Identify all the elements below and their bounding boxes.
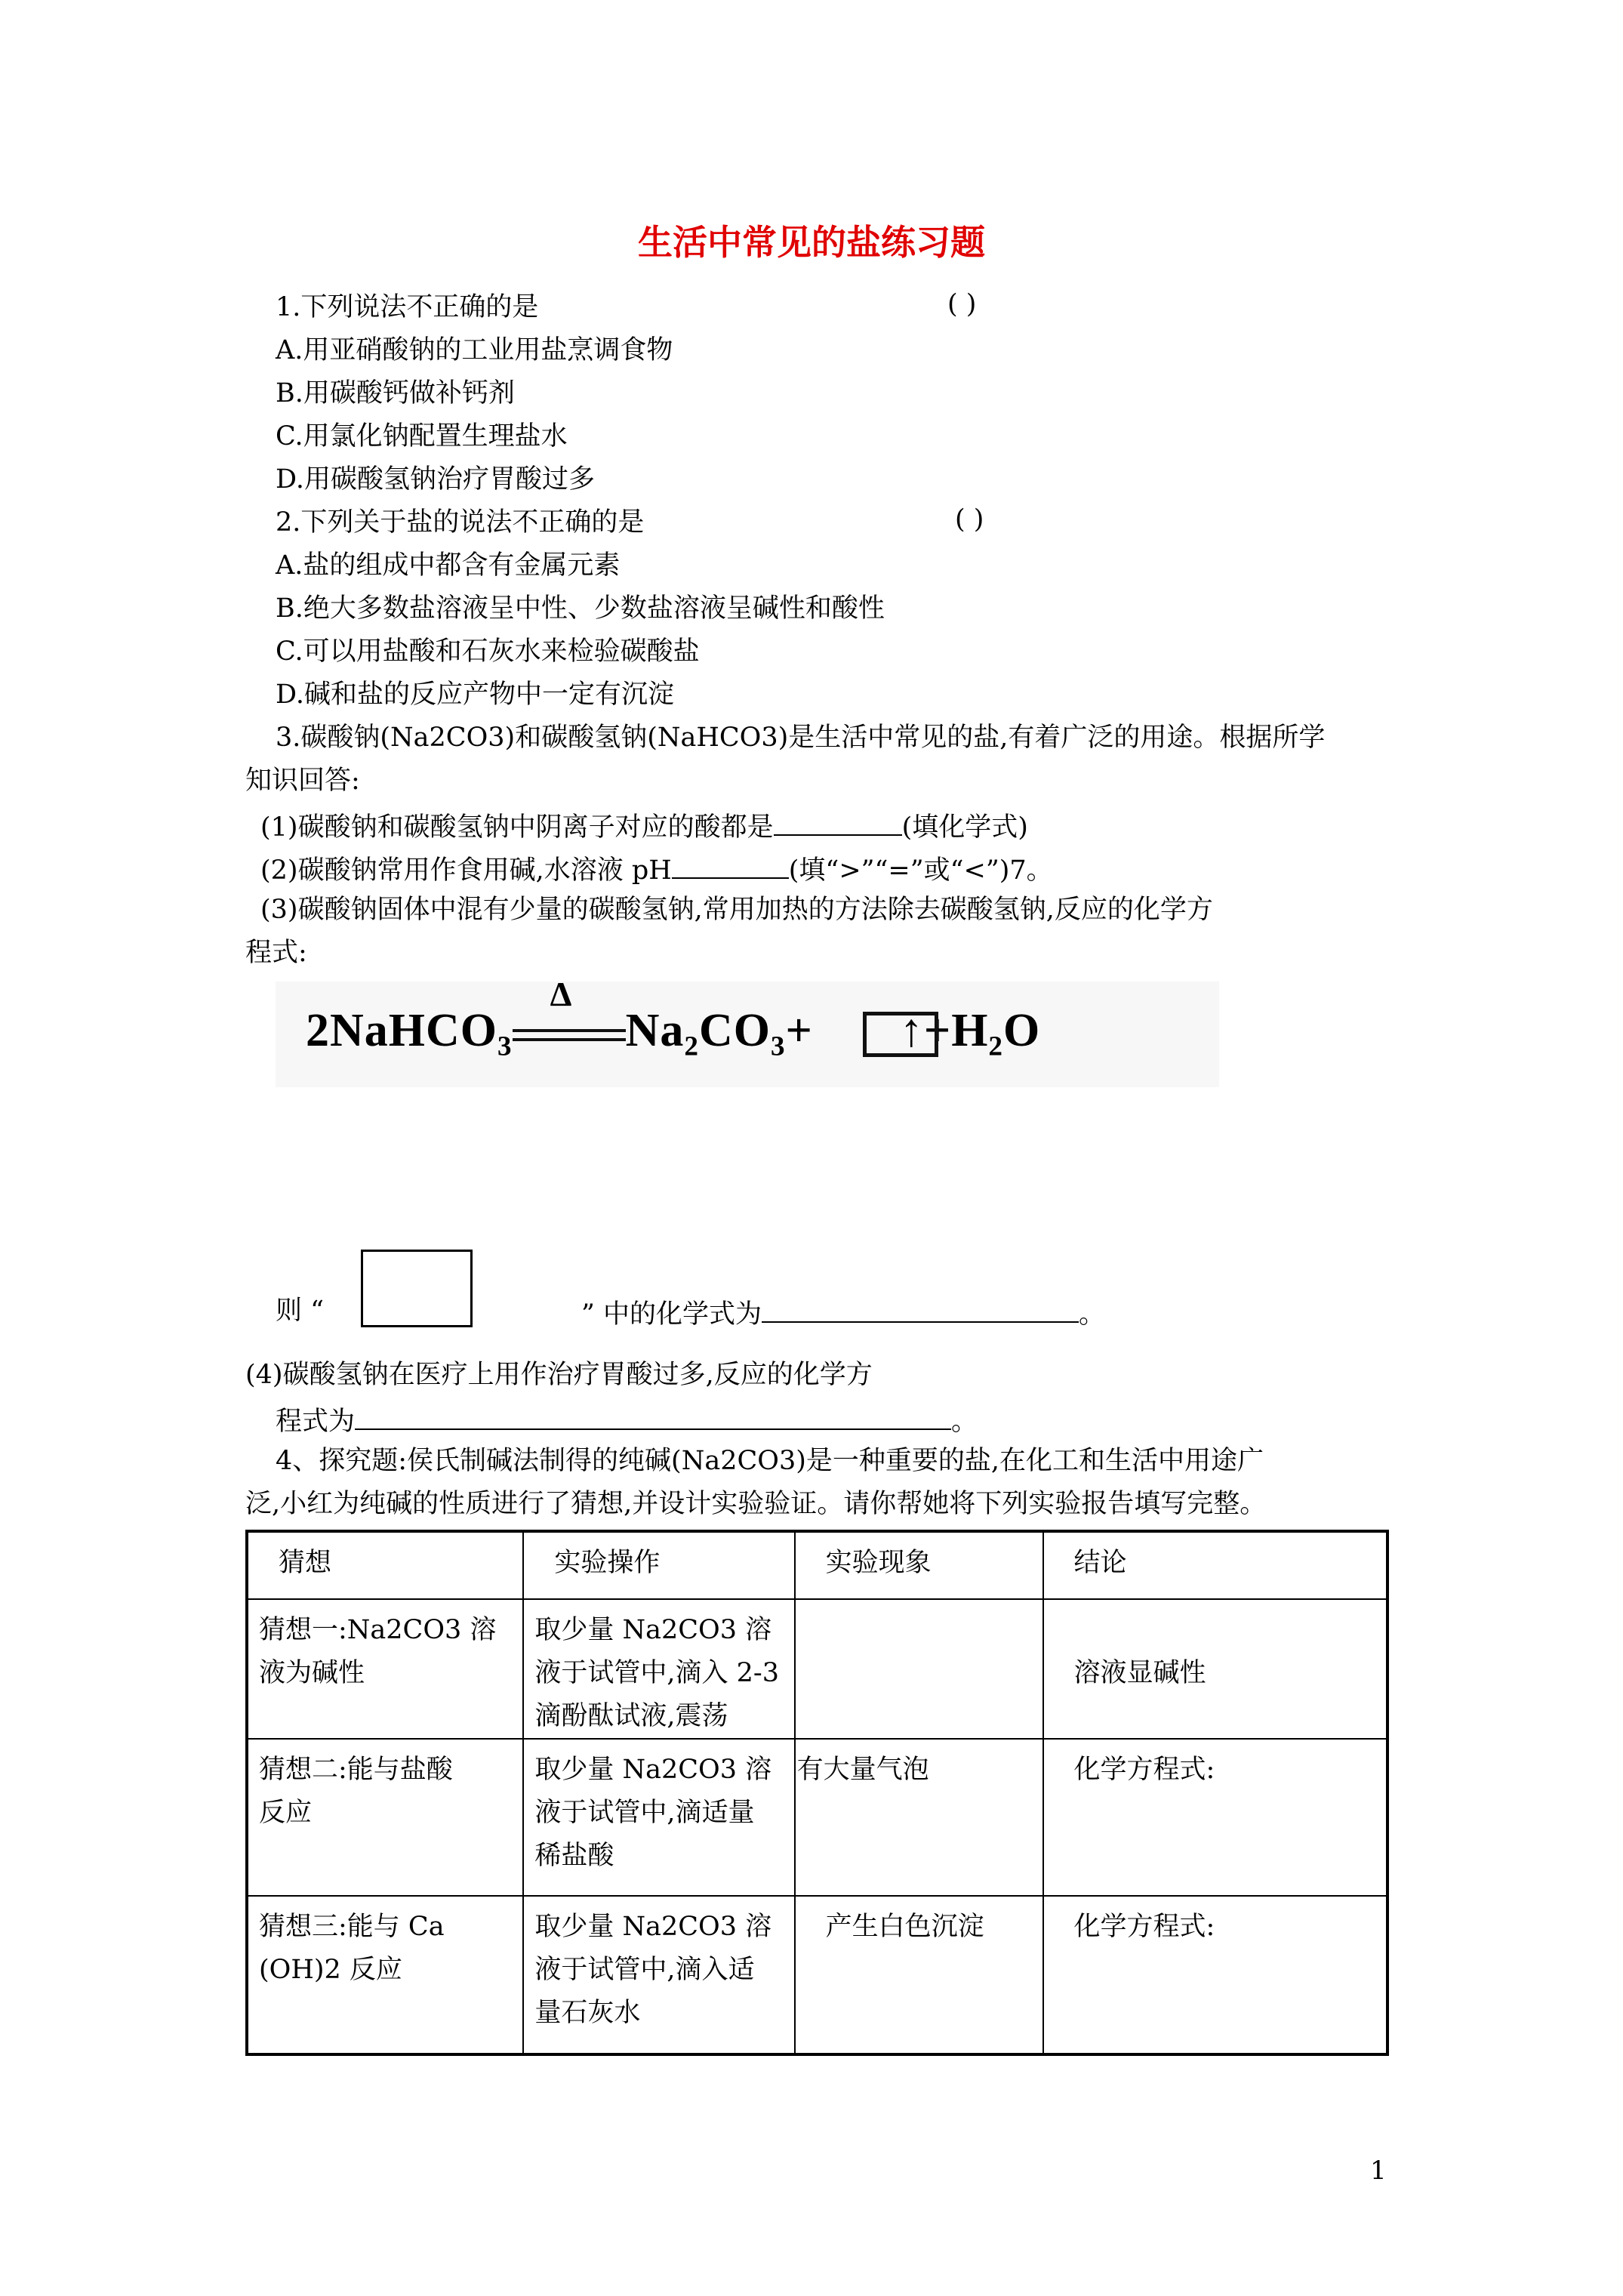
q3-sub1-blank[interactable]	[774, 806, 902, 836]
table-header-cell: 实验现象	[795, 1531, 1043, 1599]
table-header-cell: 结论	[1043, 1531, 1387, 1599]
table-header-cell: 猜想	[247, 1531, 523, 1599]
q3-sub2-hint: (填“>”“=”或“<”)7。	[788, 855, 1053, 886]
q1-option-a: A.用亚硝酸钠的工业用盐烹调食物	[276, 335, 673, 365]
table-row	[247, 1896, 1387, 2054]
page-title: 生活中常见的盐练习题	[638, 222, 985, 263]
q3-sub4-line2	[276, 1400, 978, 1440]
equation-blank-box	[863, 1012, 938, 1057]
q3-sub1	[260, 806, 1028, 846]
table-row	[247, 1599, 1387, 1739]
page-number: 1	[1370, 2156, 1387, 2186]
q2-option-c: C.可以用盐酸和石灰水来检验碳酸盐	[276, 636, 700, 667]
q3-sub4-text: 程式为	[276, 1407, 356, 1437]
table-cell: 取少量 Na2CO3 溶 液于试管中,滴入 2-3 滴酚酞试液,震荡	[523, 1599, 794, 1739]
q1-option-b: B.用碳酸钙做补钙剂	[276, 378, 515, 408]
table-cell: 溶液显碱性	[1043, 1599, 1387, 1739]
q1-option-d: D.用碳酸氢钠治疗胃酸过多	[276, 464, 595, 495]
q2-answer-paren: ( )	[955, 504, 984, 535]
q1-stem: 1.下列说法不正确的是	[276, 292, 539, 322]
q3-sub1-hint: (填化学式)	[901, 812, 1028, 843]
chemical-equation	[276, 975, 1219, 1087]
q1-answer-paren: ( )	[947, 289, 977, 319]
q3-sub3-line1: (3)碳酸钠固体中混有少量的碳酸氢钠,常用加热的方法除去碳酸氢钠,反应的化学方	[260, 895, 1213, 925]
table-cell[interactable]	[795, 1599, 1043, 1739]
q4-stem-line1: 4、探究题:侯氏制碱法制得的纯碱(Na2CO3)是一种重要的盐,在化工和生活中用途广	[276, 1446, 1264, 1476]
equation-reactant: 2NaHCO₃	[306, 1005, 513, 1056]
table-cell: 取少量 Na2CO3 溶 液于试管中,滴入适 量石灰水	[523, 1896, 794, 2054]
q3-fill-blank[interactable]	[762, 1293, 1079, 1323]
equation-heat-condition: Δ	[550, 975, 573, 1013]
table-cell: 猜想一:Na2CO3 溶 液为碱性	[247, 1599, 523, 1739]
q3-fill-pre: 则 “	[276, 1296, 325, 1326]
q3-sub2-blank[interactable]	[672, 849, 789, 879]
equation-product: Na₂CO₃+	[625, 1005, 813, 1056]
q3-sub4-blank[interactable]	[355, 1400, 951, 1430]
equation-tail: ↑+H₂O	[899, 1005, 1041, 1056]
table-cell[interactable]: 化学方程式:	[1043, 1739, 1387, 1896]
q3-sub4-line1: (4)碳酸氢钠在医疗上用作治疗胃酸过多,反应的化学方	[245, 1360, 873, 1390]
table-cell: 有大量气泡	[795, 1739, 1043, 1896]
table-cell: 猜想三:能与 Ca (OH)2 反应	[247, 1896, 523, 2054]
q1-option-c: C.用氯化钠配置生理盐水	[276, 421, 568, 451]
q3-stem-line2: 知识回答:	[245, 766, 360, 796]
q3-sub3-line2: 程式:	[245, 938, 307, 968]
equation-arrow	[513, 975, 626, 1058]
table-header-cell: 实验操作	[523, 1531, 794, 1599]
table-cell[interactable]: 化学方程式:	[1043, 1896, 1387, 2054]
experiment-report-table	[245, 1530, 1389, 2056]
q3-fill-end: 。	[1079, 1299, 1106, 1330]
table-cell: 猜想二:能与盐酸 反应	[247, 1739, 523, 1896]
q3-sub1-text: (1)碳酸钠和碳酸氢钠中阴离子对应的酸都是	[260, 812, 774, 843]
q3-stem-line1: 3.碳酸钠(Na2CO3)和碳酸氢钠(NaHCO3)是生活中常见的盐,有着广泛的用途。根据所学	[276, 723, 1326, 753]
q3-sub2-text: (2)碳酸钠常用作食用碱,水溶液 pH	[260, 855, 672, 886]
q3-fill	[581, 1293, 1105, 1333]
q3-fill-text: ” 中的化学式为	[581, 1299, 762, 1330]
q3-fill-box	[361, 1250, 473, 1327]
q4-stem-line2: 泛,小红为纯碱的性质进行了猜想,并设计实验验证。请你帮她将下列实验报告填写完整。	[245, 1489, 1267, 1519]
q2-option-a: A.盐的组成中都含有金属元素	[276, 550, 621, 581]
q2-option-b: B.绝大多数盐溶液呈中性、少数盐溶液呈碱性和酸性	[276, 593, 885, 624]
table-cell: 产生白色沉淀	[795, 1896, 1043, 2054]
q2-stem: 2.下列关于盐的说法不正确的是	[276, 507, 645, 538]
table-row	[247, 1739, 1387, 1896]
q2-option-d: D.碱和盐的反应产物中一定有沉淀	[276, 680, 674, 710]
q3-sub4-end: 。	[951, 1407, 978, 1437]
table-header-row	[247, 1531, 1387, 1599]
q3-sub2	[260, 849, 1053, 889]
table-cell: 取少量 Na2CO3 溶 液于试管中,滴适量 稀盐酸	[523, 1739, 794, 1896]
